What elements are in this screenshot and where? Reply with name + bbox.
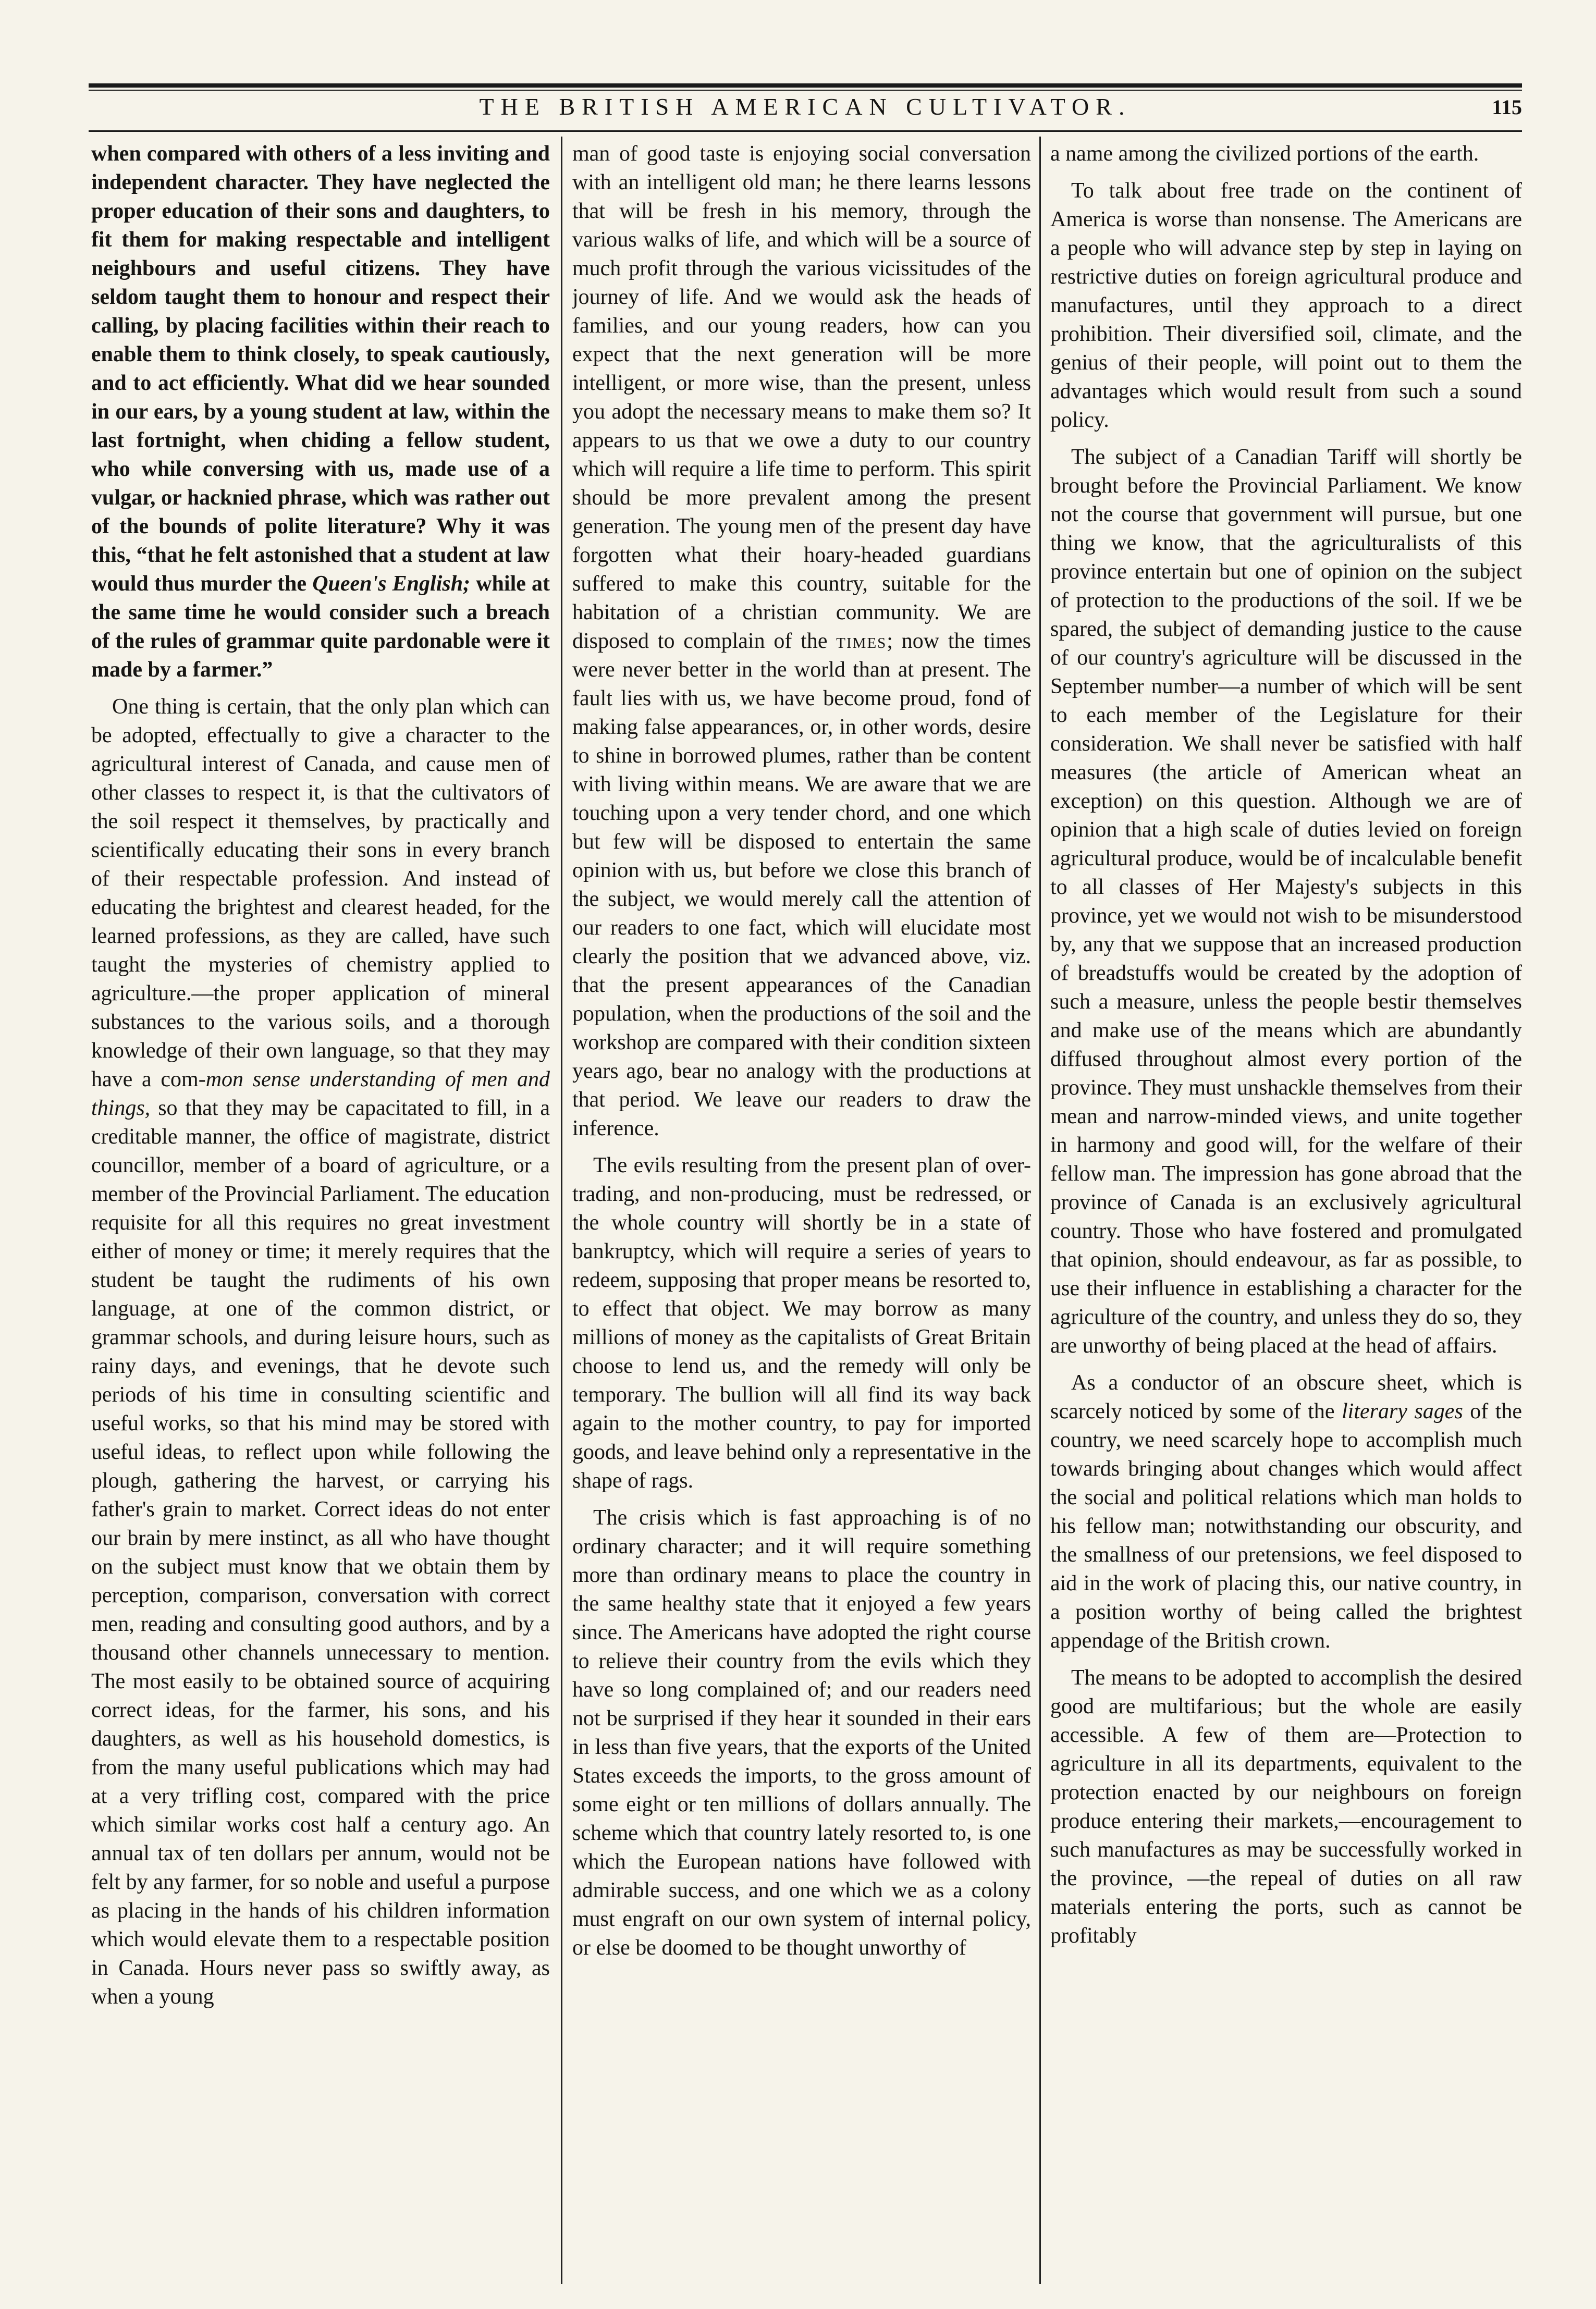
paragraph xyxy=(91,693,550,2011)
page-number: 115 xyxy=(1492,95,1522,119)
paragraph: The means to be adopted to accomplish the desired good are multifarious; but the whole are easily accessible. A few of them are—Protection to agriculture in all its departments, equivalent to the protection enacted by our neighbours on foreign produce entering their markets,—encouragement to such manufactures as may be successfully worked in the province, —the repeal of duties on all raw materials entering the ports, such as cannot be profitably xyxy=(1050,1666,1522,1948)
column-divider-1 xyxy=(561,137,562,2284)
paragraph: The crisis which is fast approaching is of no ordinary character; and it will require something more than ordinary means to place the country in the same healthy state that it enjoyed a few years since. The Americans have adopted the right course to relieve their country from the evils which they have so long complained of; and our readers need not be surprised if they hear it sounded in their ears in less than five years, that the exports of the United States exceeds the imports, to the gross amount of some eight or ten millions of dollars annually. The scheme which that country lately resorted to, is one which the European nations have followed with admirable success, and one which we as a colony must engraft on our own system of internal policy, or else be doomed to be thought unworthy of xyxy=(572,1506,1031,1960)
header-rule-thin xyxy=(89,90,1522,91)
small-caps-word: times xyxy=(836,629,887,653)
italic-phrase: mon sense understanding of men and things, xyxy=(91,1067,550,1120)
italic-phrase: Queen's English; xyxy=(312,572,471,596)
paragraph-text: of the country, we need scarcely hope to accomplish much towards bringing about changes which would affect the social and political relations which man holds to his fellow man; notwithstanding our obscurity, and the smallness of our pretensions, we feel disposed to aid in the work of placing this, our native country, in a position worthy of being called the brightest appendage of the British crown. xyxy=(1050,1399,1522,1653)
paragraph xyxy=(91,140,550,684)
page-header xyxy=(89,92,1522,128)
italic-phrase: literary sages xyxy=(1342,1399,1463,1423)
paragraph-text: One thing is certain, that the only plan which can be adopted, effectually to give a character to the agricultural interest of Canada, and cause men of other classes to respect it, is that the cultivators of the soil respect it themselves, by practically and scientifically educating their sons in every branch of their respectable profession. And instead of educating the brightest and clearest headed, for the learned professions, as they are called, have such taught the mysteries of chemistry applied to agriculture.—the proper application of mineral substances to the various soils, and a thorough knowledge of their own language, so that they may have a com- xyxy=(91,695,550,1091)
paragraph xyxy=(1050,1369,1522,1655)
header-rule-thick xyxy=(89,83,1522,88)
paragraph: To talk about free trade on the continent of America is worse than nonsense. The Americans are a people who will advance step by step in laying on restrictive duties on foreign agricultural produce and manufactures, until they approach to a direct prohibition. Their diversified soil, climate, and the genius of their people, will point out to them the advantages which would result from such a sound policy. xyxy=(1050,179,1522,432)
paragraph-text: As a conductor of an obscure sheet, which is scarcely noticed by some of the xyxy=(1050,1371,1522,1423)
column-3 xyxy=(1050,140,1522,2282)
paragraph-text: when compared with others of a less inviting and independent character. They have neglected the proper education of their sons and daughters, to fit them for making respectable and intelligent neighbours and useful citizens. They have seldom taught them to honour and respect their calling, by placing facilities within their reach to enable them to think closely, to speak cautiously, and to act efficiently. What did we hear sounded in our ears, by a young student at law, within the last fortnight, when chiding a fellow student, who while conversing with us, made use of a vulgar, or hacknied phrase, which was rather out of the bounds of polite literature? Why it was this, “that he felt astonished that a student at law would thus murder the xyxy=(91,142,550,596)
paragraph-text: so that they may be capacitated to fill, in a creditable manner, the office of magistrate, district councillor, member of a board of agriculture, or a member of the Provincial Parliament. The education requisite for all this requires no great investment either of money or time; it merely requires that the student be taught the rudiments of his own language, at one of the common district, or grammar schools, and during leisure hours, such as rainy days, and evenings, that he devote such periods of his time in consulting scientific and useful works, so that his mind may be stored with useful ideas, to reflect upon while following the plough, gathering the harvest, or carrying his father's grain to market. Correct ideas do not enter our brain by mere instinct, as all who have thought on the subject must know that we obtain them by perception, comparison, conversation with correct men, reading and consulting good authors, and by a thousand other channels unnecessary to mention. The most easily to be obtained source of acquiring correct ideas, for the farmer, his sons, and his daughters, as well as his household domestics, is from the many useful publications which may had at a very trifling cost, compared with the price which similar works cost half a century ago. An annual tax of ten dollars per annum, would not be felt by any farmer, for so noble and useful a purpose as placing in the hands of his children information which would elevate them to a respectable position in Canada. Hours never pass so swiftly away, as when a young xyxy=(91,1096,550,2009)
paragraph: The evils resulting from the present plan of over-trading, and non-producing, must be redressed, or the whole country will shortly be in a state of bankruptcy, which will require a series of years to redeem, supposing that proper means be resorted to, to effect that object. We may borrow as many millions of money as the capitalists of Great Britain choose to lend us, and the remedy will only be temporary. The bullion will all find its way back again to the mother country, to pay for imported goods, and leave behind only a representative in the shape of rags. xyxy=(572,1153,1031,1493)
paragraph-text: ; now the times were never better in the world than at present. The fault lies with us, we have become proud, fond of making false appearances, or, in other words, desire to shine in borrowed plumes, rather than be content with living within means. We are aware that we are touching upon a very tender chord, and one which but few will be disposed to entertain the same opinion with us, but before we close this branch of the subject, we would merely call the attention of our readers to one fact, which will elucidate most clearly the position that we advanced above, viz. that the present appearances of the Canadian population, when the productions of the soil and the workshop are compared with their condition sixteen years ago, bear no analogy with the productions at that period. We leave our readers to draw the inference. xyxy=(572,629,1031,1140)
column-divider-2 xyxy=(1039,137,1041,2284)
paragraph-text: while at the same time he would consider such a breach of the rules of grammar quite pardonable were it made by a farmer.” xyxy=(91,572,550,682)
column-2 xyxy=(572,140,1031,2282)
running-title: THE BRITISH AMERICAN CULTIVATOR. xyxy=(479,93,1132,120)
column-1 xyxy=(91,140,550,2282)
paragraph: The subject of a Canadian Tariff will shortly be brought before the Provincial Parliament. We know not the course that government will pursue, but one thing we know, that the agriculturalists of this province entertain but one of opinion on the subject of protection to the productions of the soil. If we be spared, the subject of demanding justice to the cause of our country's agriculture will be discussed in the September number—a number of which will be sent to each member of the Legislature for their consideration. We shall never be satisfied with half measures (the article of American wheat an exception) on this question. Although we are of opinion that a high scale of duties levied on foreign agricultural produce, would be of incalculable benefit to all classes of Her Majesty's subjects in this province, yet we would not wish to be misunderstood by, any that we suppose that an increased production of breadstuffs would be created by the adoption of such a measure, unless the people bestir themselves and make use of the means which are abundantly diffused throughout almost every portion of the province. They must unshackle themselves from their mean and narrow-minded views, and unite together in harmony and good will, for the welfare of their fellow man. The impression has gone abroad that the province of Canada is an exclusively agricultural country. Those who have fostered and promulgated that opinion, should endeavour, as far as possible, to use their influence in establishing a character for the agriculture of the country, and unless they do so, they are unworthy of being placed at the head of affairs. xyxy=(1050,445,1522,1358)
paragraph xyxy=(572,140,1031,1143)
paragraph: a name among the civilized portions of the earth. xyxy=(1050,142,1479,166)
header-underline-rule xyxy=(89,130,1522,132)
paragraph-text: man of good taste is enjoying social conversation with an intelligent old man; he there learns lessons that will be fresh in his memory, through the various walks of life, and which will be a source of much profit through the various vicissitudes of the journey of life. And we would ask the heads of families, and our young readers, how can you expect that the next generation will be more intelligent, or more wise, than the present, unless you adopt the necessary means to make them so? It appears to us that we owe a duty to our country which will require a life time to perform. This spirit should be more prevalent among the present generation. The young men of the present day have forgotten what their hoary-headed guardians suffered to make this country, suitable for the habitation of a christian community. We are disposed to complain of the xyxy=(572,142,1031,653)
